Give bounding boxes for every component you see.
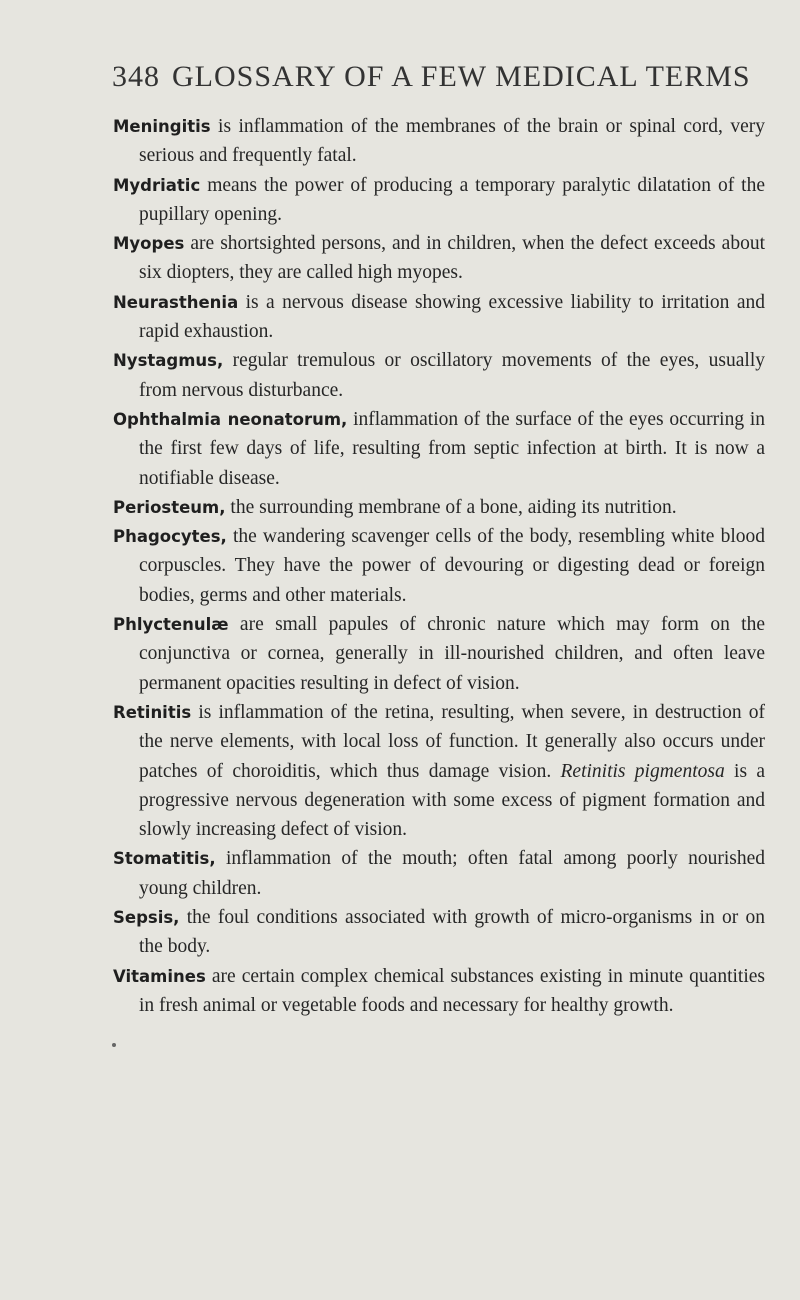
glossary-entry-retinitis <box>113 698 765 844</box>
glossary-entry-neurasthenia <box>113 288 765 347</box>
entry-definition-continued: is a progressive nervous degeneration with some excess of pigment formation and slowly increasing defect of vision. <box>139 760 765 841</box>
entry-term: Retinitis <box>113 702 192 722</box>
entry-term: Meningitis <box>113 117 211 136</box>
entry-definition: inflammation of the mouth; often fatal among poorly nourished young children. <box>139 848 765 899</box>
entry-term: Vitamines <box>113 966 206 986</box>
entry-definition: is a nervous disease showing excessive liability to irritation and rapid exhaustion. <box>139 291 765 343</box>
entry-definition: the surrounding membrane of a bone, aiding its nutrition. <box>225 496 677 518</box>
entry-term: Mydriatic <box>113 175 201 195</box>
glossary-entry-mydriatic <box>113 171 765 230</box>
page-number: 348 <box>112 60 160 93</box>
entry-term: Periosteum, <box>113 497 226 517</box>
entry-definition: means the power of producing a temporary paralytic dilatation of the pupillary opening. <box>139 174 765 225</box>
glossary-entry-ophthalmia <box>113 405 765 493</box>
entry-definition: is inflammation of the membranes of the brain or spinal cord, very serious and frequently fatal. <box>139 116 765 167</box>
entry-term: Sepsis, <box>113 908 180 928</box>
glossary-entry-nystagmus <box>113 346 765 405</box>
entry-definition: are small papules of chronic nature which may form on the conjunctiva or cornea, generally in ill-nourished children, and often leave permanent opacities resulting in defect of vision. <box>139 614 765 694</box>
entry-definition: the wandering scavenger cells of the body, resembling white blood corpuscles. They have the power of devouring or digesting dead or foreign bodies, germs and other materials. <box>139 526 765 606</box>
glossary-entry-vitamines <box>113 962 765 1021</box>
entry-italic-term: Retinitis pigmentosa <box>560 760 725 782</box>
glossary-entry-periosteum <box>113 493 765 522</box>
entry-term: Phagocytes, <box>113 527 227 547</box>
glossary-entry-phlyctenulae <box>113 610 765 698</box>
page-header <box>112 60 751 94</box>
entry-definition: is inflammation of the retina, resulting, when severe, in destruction of the nerve elements, with local loss of function. It generally also occurs under patches of choroiditis, which thus damage vision. <box>139 701 765 782</box>
entry-definition: are shortsighted persons, and in children, when the defect exceeds about six diopters, they are called high myopes. <box>139 233 765 284</box>
paper-speck <box>112 1043 116 1047</box>
entry-term: Neurasthenia <box>113 292 239 312</box>
entry-definition: are certain complex chemical substances existing in minute quantities in fresh animal or vegetable foods and necessary for healthy growth. <box>139 965 765 1016</box>
running-title: GLOSSARY OF A FEW MEDICAL TERMS <box>172 60 751 93</box>
entry-definition: the foul conditions associated with growth of micro-organisms in or on the body. <box>139 907 765 958</box>
entry-term: Ophthalmia neonatorum, <box>113 409 348 429</box>
glossary-list <box>113 112 765 1020</box>
entry-term: Stomatitis, <box>113 849 216 869</box>
glossary-entry-sepsis <box>113 903 765 962</box>
entry-term: Phlyctenulæ <box>113 615 229 635</box>
entry-term: Nystagmus, <box>113 351 224 371</box>
glossary-entry-myopes <box>113 229 765 288</box>
glossary-entry-stomatitis <box>113 844 765 903</box>
glossary-entry-meningitis <box>113 112 765 171</box>
entry-definition: regular tremulous or oscillatory movements of the eyes, usually from nervous disturbance. <box>139 350 765 401</box>
entry-definition: inflammation of the surface of the eyes occurring in the first few days of life, resulting from septic infection at birth. It is now a notifiable disease. <box>139 408 765 489</box>
glossary-entry-phagocytes <box>113 522 765 610</box>
entry-term: Myopes <box>113 234 185 254</box>
